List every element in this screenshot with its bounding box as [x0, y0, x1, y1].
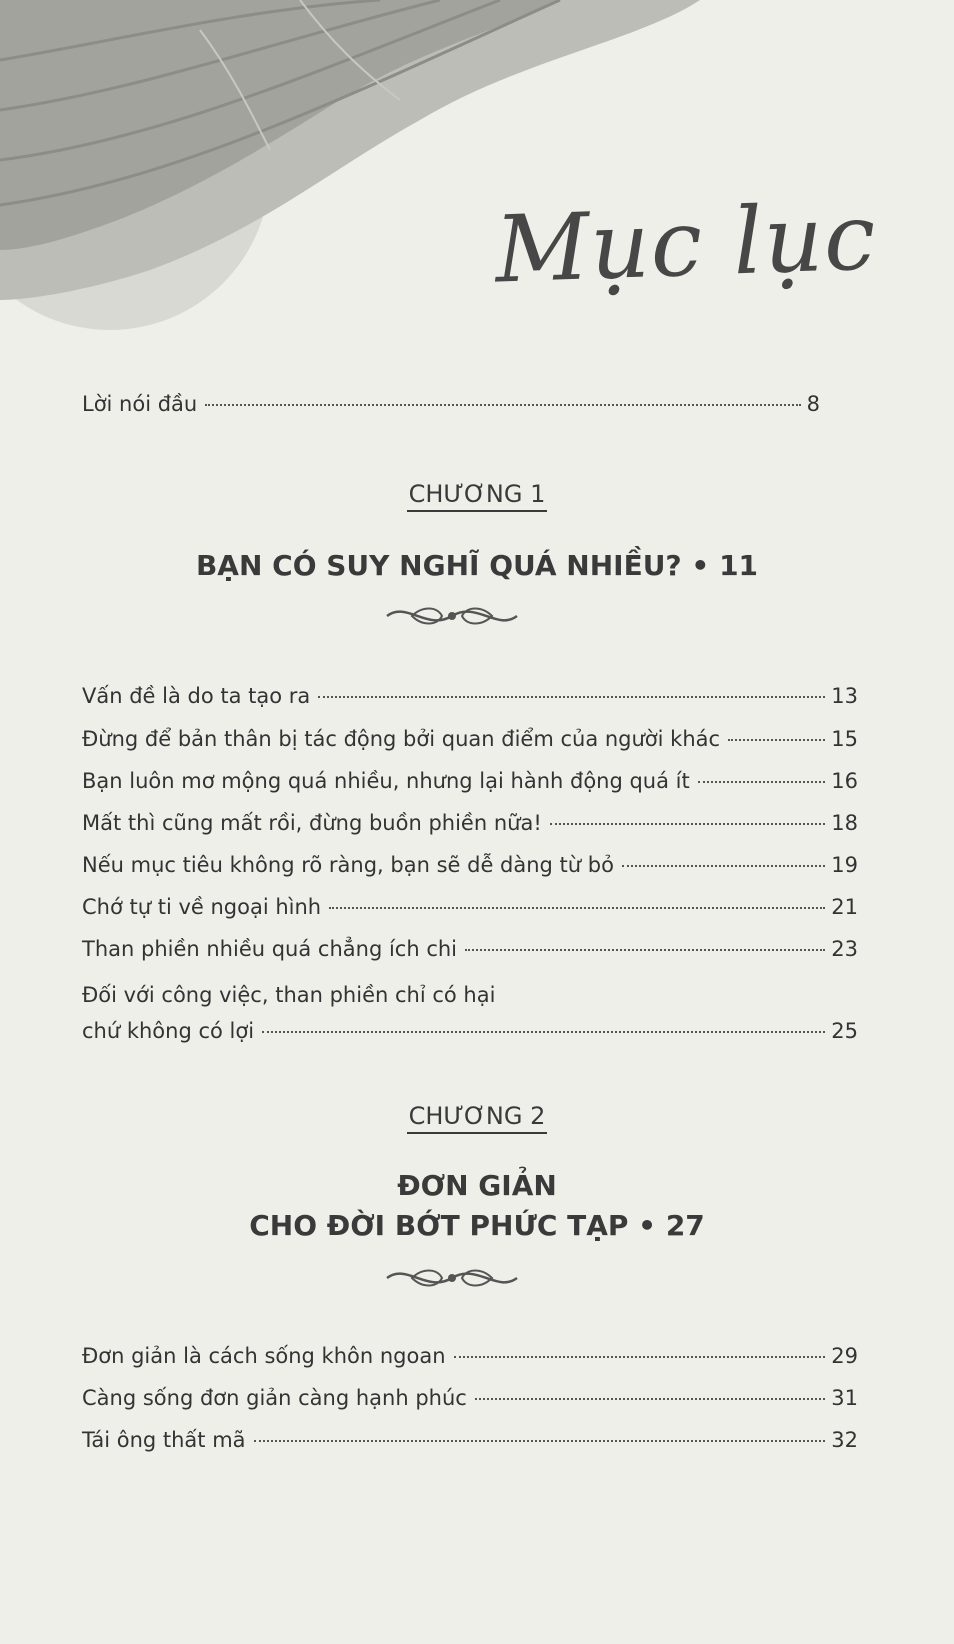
entry-page: 8	[806, 392, 820, 416]
toc-entry: Nếu mục tiêu không rõ ràng, bạn sẽ dễ dàng từ bỏ 19	[82, 853, 858, 877]
ornament-divider	[382, 596, 522, 636]
page-title: Mục lục	[492, 183, 878, 304]
toc-entry: Đừng để bản thân bị tác động bởi quan điểm của người khác 15	[82, 727, 858, 751]
toc-entry: Càng sống đơn giản càng hạnh phúc 31	[82, 1386, 858, 1410]
toc-entry: Chớ tự ti về ngoại hình 21	[82, 895, 858, 919]
toc-entry-multiline: Đối với công việc, than phiền chỉ có hại chứ không có lợi 25	[82, 983, 858, 1043]
toc-entry: Đơn giản là cách sống khôn ngoan 29	[82, 1344, 858, 1368]
chapter-2-title: ĐƠN GIẢN CHO ĐỜI BỚT PHỨC TẠP • 27	[249, 1169, 705, 1242]
dot-leader	[205, 404, 800, 406]
toc-entry-intro	[82, 392, 820, 416]
toc-entry: Than phiền nhiều quá chẳng ích chi 23	[82, 937, 858, 961]
chapter-1-title: BẠN CÓ SUY NGHĨ QUÁ NHIỀU? • 11	[195, 549, 759, 582]
ornament-divider	[382, 1258, 522, 1298]
toc-entry: Bạn luôn mơ mộng quá nhiều, nhưng lại hành động quá ít 16	[82, 769, 858, 793]
toc-entry: Vấn đề là do ta tạo ra 13	[82, 684, 858, 708]
toc-entry: Mất thì cũng mất rồi, đừng buồn phiền nữa! 18	[82, 811, 858, 835]
chapter-2-label: CHƯƠNG 2	[0, 1102, 954, 1130]
chapter-1-label: CHƯƠNG 1	[0, 480, 954, 508]
toc-entry: Tái ông thất mã 32	[82, 1428, 858, 1452]
entry-label: Lời nói đầu	[82, 392, 198, 416]
